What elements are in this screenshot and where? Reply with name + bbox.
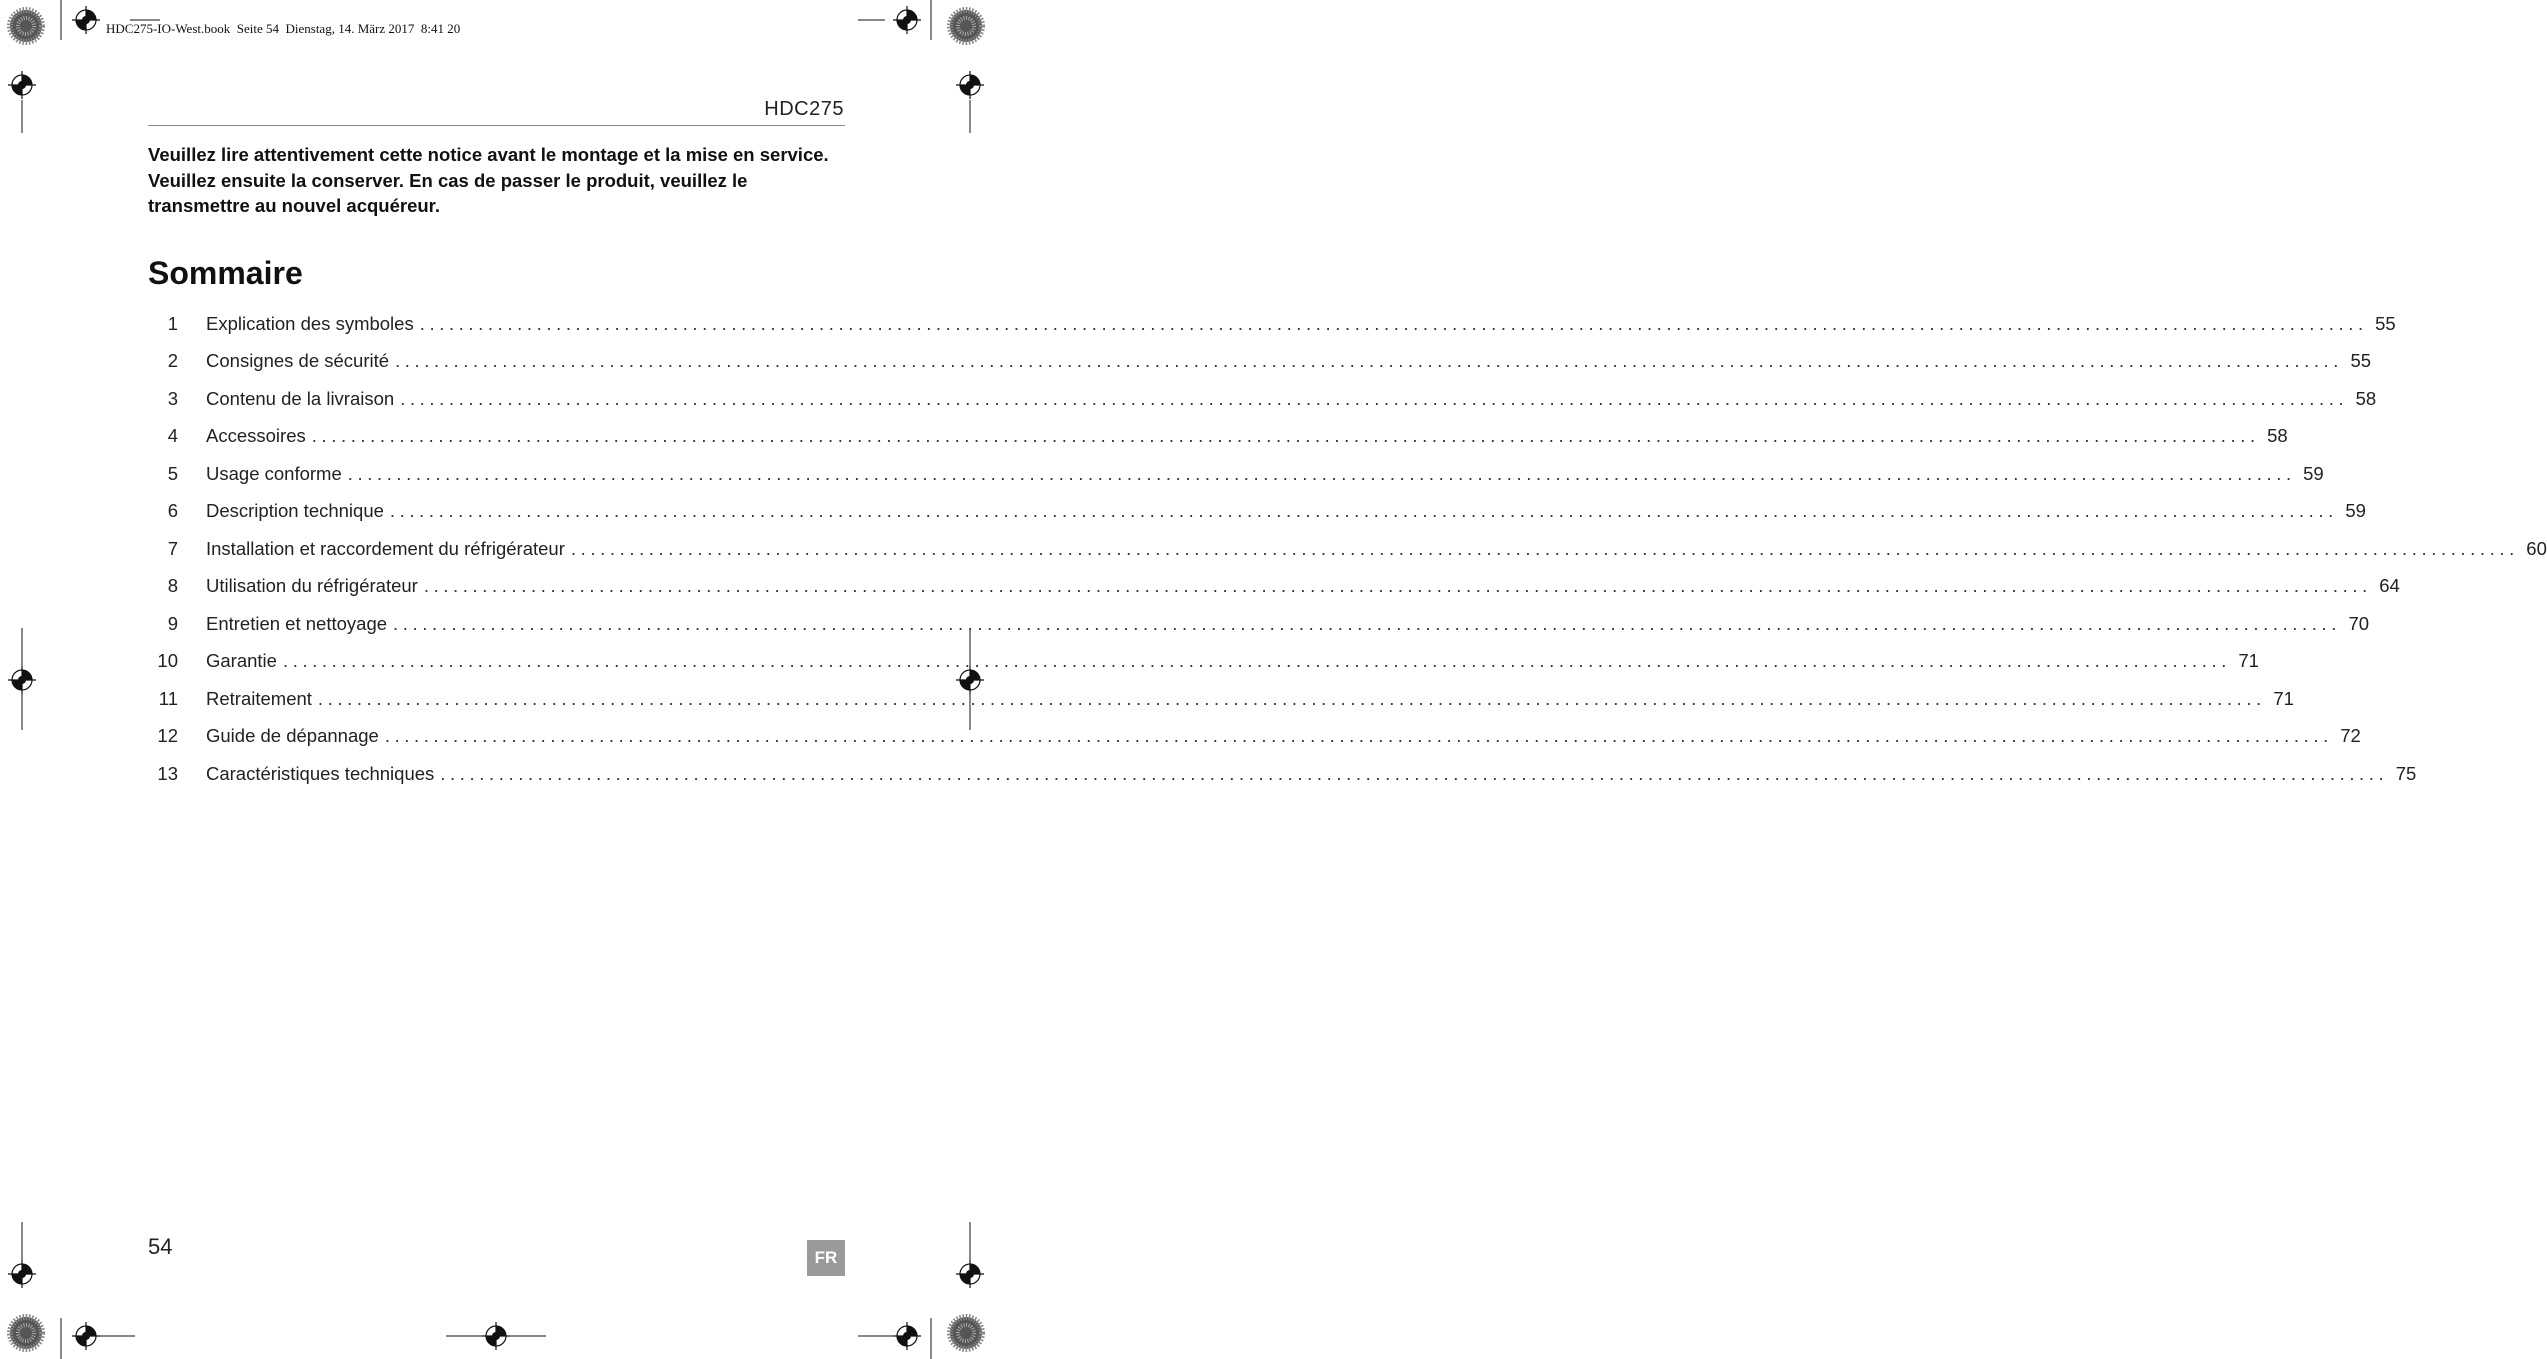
toc-title: Accessoires: [206, 425, 306, 447]
toc-number: 10: [157, 650, 178, 672]
toc-title: Utilisation du réfrigérateur: [206, 575, 418, 597]
toc-number: 5: [167, 462, 178, 484]
toc-page: 71: [2273, 687, 2294, 709]
toc-leader: ........................................................................................................................................................................................................: [400, 387, 2349, 409]
toc-title: Consignes de sécurité: [206, 350, 390, 372]
registration-mark-icon: [482, 1322, 510, 1350]
page-title: Sommaire: [148, 255, 303, 291]
toc-entry[interactable]: [148, 493, 2366, 531]
header-rule: [148, 125, 845, 126]
toc-page: 59: [2303, 462, 2324, 484]
toc-number: 12: [157, 725, 178, 747]
toc-leader: ........................................................................................................................................................................................................: [317, 687, 2266, 709]
toc-entry[interactable]: [148, 305, 2396, 343]
toc-number: 2: [167, 350, 178, 372]
toc-leader: ........................................................................................................................................................................................................: [384, 725, 2333, 747]
toc-number: 6: [167, 500, 178, 522]
toc-title: Usage conforme: [206, 462, 342, 484]
toc-page: 64: [2379, 575, 2400, 597]
toc-entry[interactable]: [148, 380, 2377, 418]
toc-number: 11: [158, 687, 178, 709]
toc-title: Garantie: [206, 650, 277, 672]
toc-leader: ........................................................................................................................................................................................................: [389, 500, 2338, 522]
running-head: HDC275: [764, 98, 844, 120]
color-bar-disc-icon: [10, 10, 42, 42]
toc-title: Contenu de la livraison: [206, 387, 395, 409]
toc-number: 4: [167, 425, 178, 447]
page-number: 54: [148, 1234, 173, 1259]
registration-mark-icon: [8, 666, 36, 694]
toc-title: Description technique: [206, 500, 384, 522]
toc-entry[interactable]: [148, 680, 2294, 718]
toc-number: 9: [167, 612, 178, 634]
toc-title: Guide de dépannage: [206, 725, 379, 747]
toc-number: 1: [167, 312, 178, 334]
toc-page: 60: [2526, 537, 2547, 559]
toc-number: 3: [167, 387, 178, 409]
toc-entry[interactable]: [148, 568, 2400, 606]
language-badge: FR: [807, 1240, 845, 1276]
toc-title: Retraitement: [206, 687, 312, 709]
toc-title: Entretien et nettoyage: [206, 612, 388, 634]
color-bar-disc-icon: [950, 10, 982, 42]
toc-page: 58: [2267, 425, 2288, 447]
registration-mark-icon: [893, 1322, 921, 1350]
table-of-contents: [148, 305, 2547, 793]
toc-entry[interactable]: [148, 343, 2372, 381]
toc-entry[interactable]: [148, 718, 2361, 756]
toc-leader: ........................................................................................................................................................................................................: [570, 537, 2519, 559]
toc-leader: ........................................................................................................................................................................................................: [395, 350, 2344, 372]
intro-notice: Veuillez lire attentivement cette notice avant le montage et la mise en service. Veuillez ensuite la conserver. En cas de passer le produit, veuillez le transmettre au nouvel acquéreur.: [148, 144, 829, 216]
toc-title: Caractéristiques techniques: [206, 762, 435, 784]
color-bar-disc-icon: [10, 1317, 42, 1349]
toc-page: 58: [2355, 387, 2377, 409]
toc-entry[interactable]: [148, 530, 2547, 568]
registration-mark-icon: [956, 1260, 984, 1288]
registration-mark-icon: [893, 6, 921, 34]
registration-mark-icon: [956, 71, 984, 99]
toc-page: 72: [2340, 725, 2361, 747]
toc-leader: ........................................................................................................................................................................................................: [419, 312, 2368, 334]
toc-leader: ........................................................................................................................................................................................................: [440, 762, 2389, 784]
toc-entry[interactable]: [148, 455, 2324, 493]
color-bar-disc-icon: [950, 1317, 982, 1349]
toc-leader: ........................................................................................................................................................................................................: [393, 612, 2342, 634]
toc-number: 8: [167, 575, 178, 597]
toc-title: Installation et raccordement du réfrigérateur: [206, 537, 565, 559]
toc-page: 70: [2348, 612, 2370, 634]
toc-page: 55: [2375, 312, 2396, 334]
toc-entry[interactable]: [148, 755, 2417, 793]
toc-entry[interactable]: [148, 643, 2259, 681]
toc-title: Explication des symboles: [206, 312, 414, 334]
toc-leader: ........................................................................................................................................................................................................: [282, 650, 2231, 672]
registration-mark-icon: [8, 1260, 36, 1288]
toc-leader: ........................................................................................................................................................................................................: [311, 425, 2260, 447]
toc-page: 71: [2238, 650, 2259, 672]
registration-mark-icon: [72, 1322, 100, 1350]
toc-leader: ........................................................................................................................................................................................................: [423, 575, 2372, 597]
registration-mark-icon: [72, 6, 100, 34]
toc-number: 7: [167, 537, 178, 559]
print-slug-header: HDC275-IO-West.book Seite 54 Dienstag, 14. März 2017 8:41 20: [106, 21, 461, 36]
toc-entry[interactable]: [148, 418, 2288, 456]
registration-mark-icon: [8, 71, 36, 99]
toc-number: 13: [157, 762, 178, 784]
toc-leader: ........................................................................................................................................................................................................: [347, 462, 2296, 484]
toc-entry[interactable]: [148, 605, 2370, 643]
toc-page: 59: [2345, 500, 2366, 522]
toc-page: 75: [2395, 762, 2417, 784]
toc-page: 55: [2350, 350, 2372, 372]
